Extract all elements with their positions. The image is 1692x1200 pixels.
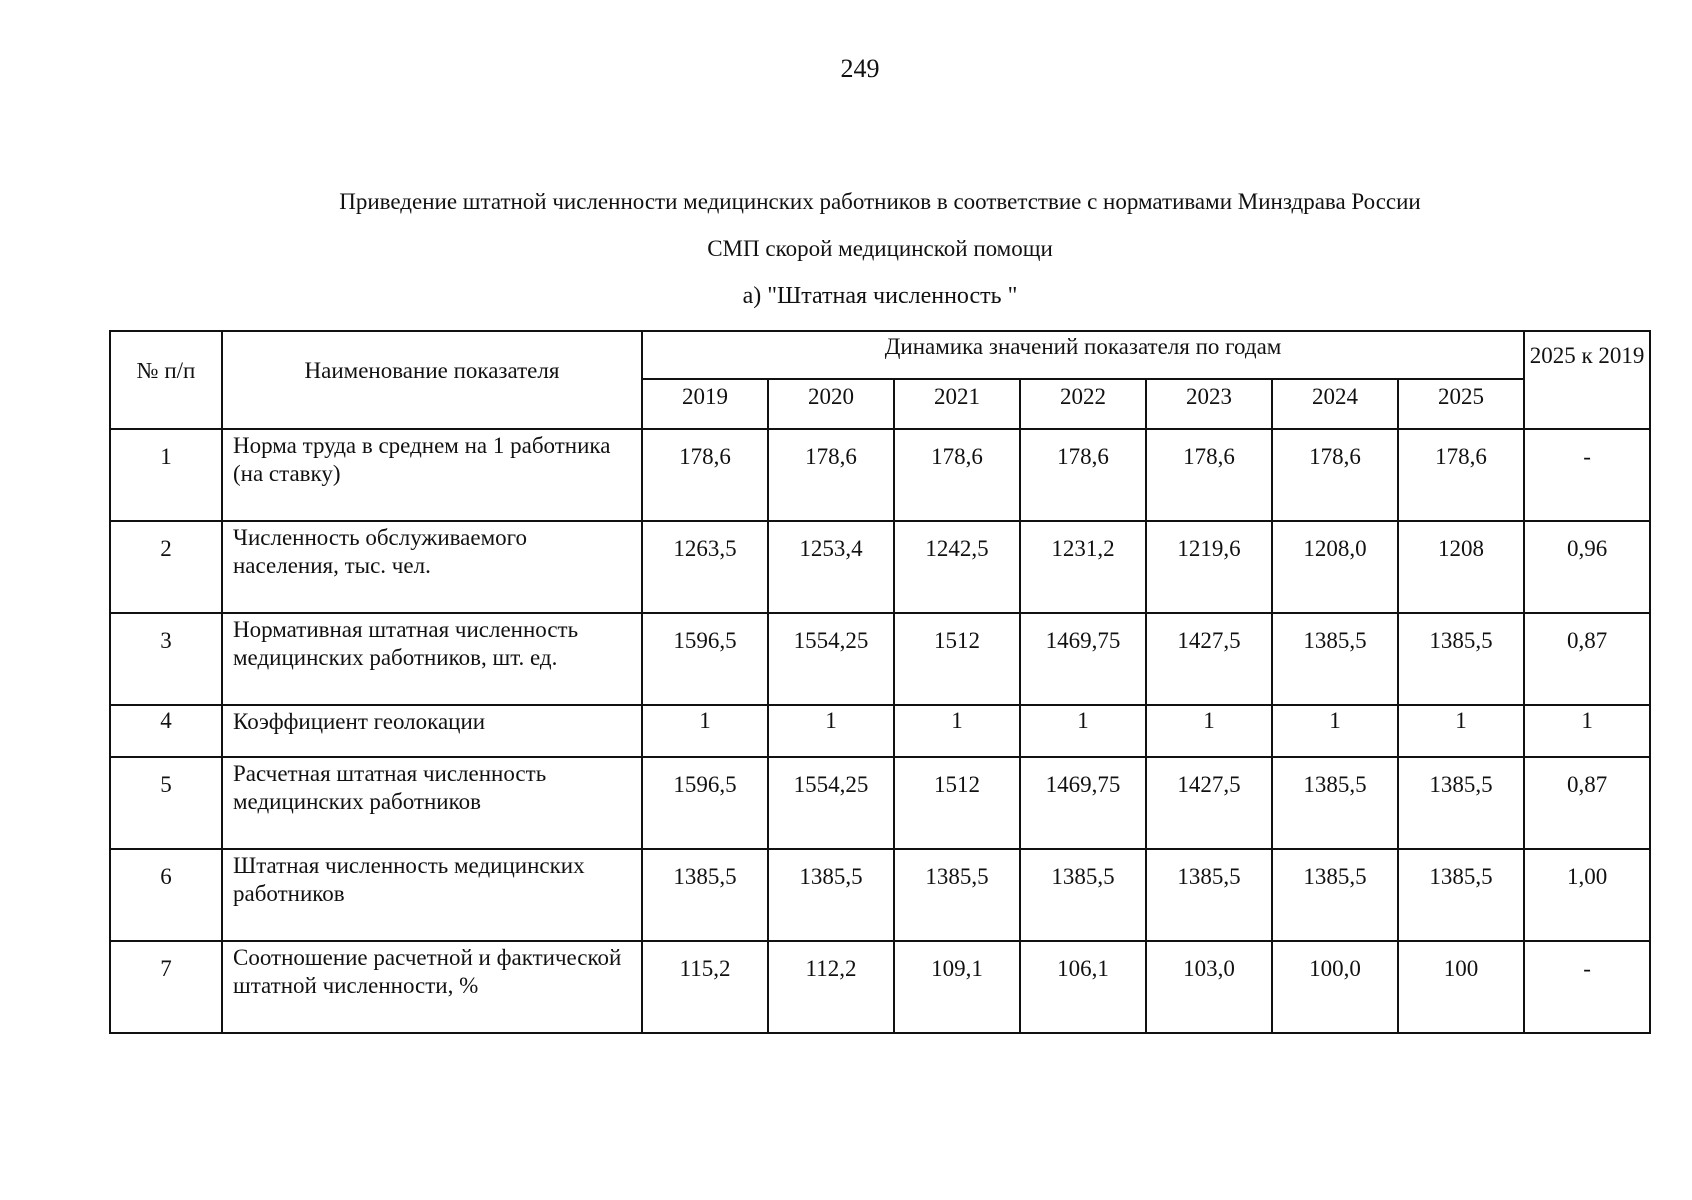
- year-value-cell: 178,6: [1020, 429, 1146, 521]
- header-ratio: 2025 к 2019: [1524, 331, 1650, 429]
- year-value-cell: 1427,5: [1146, 757, 1272, 849]
- year-value-cell: 1427,5: [1146, 613, 1272, 705]
- year-value-cell: 1596,5: [642, 757, 768, 849]
- year-value-cell: 1385,5: [1272, 613, 1398, 705]
- header-year: 2023: [1146, 379, 1272, 429]
- table-row: [110, 613, 1650, 705]
- table-row: [110, 757, 1650, 849]
- year-value-cell: 178,6: [894, 429, 1020, 521]
- year-value-cell: 100,0: [1272, 941, 1398, 1033]
- header-dynamics: Динамика значений показателя по годам: [642, 331, 1524, 379]
- year-value-cell: 1208: [1398, 521, 1524, 613]
- ratio-cell: -: [1524, 429, 1650, 521]
- year-value-cell: 1385,5: [1398, 757, 1524, 849]
- year-value-cell: 178,6: [1146, 429, 1272, 521]
- year-value-cell: 1385,5: [894, 849, 1020, 941]
- ratio-cell: 1,00: [1524, 849, 1650, 941]
- document-subtitle: СМП скорой медицинской помощи: [707, 236, 1053, 261]
- row-number: 3: [110, 613, 222, 705]
- header-year: 2024: [1272, 379, 1398, 429]
- ratio-cell: 1: [1524, 705, 1650, 757]
- year-value-cell: 1: [768, 705, 894, 757]
- page-number: 249: [840, 54, 880, 83]
- year-value-cell: 1512: [894, 757, 1020, 849]
- row-number: 5: [110, 757, 222, 849]
- year-value-cell: 1: [1146, 705, 1272, 757]
- section-title: а) "Штатная численность ": [742, 283, 1018, 309]
- year-value-cell: 1385,5: [1020, 849, 1146, 941]
- year-value-cell: 100: [1398, 941, 1524, 1033]
- indicator-name: Коэффициент геолокации: [222, 705, 642, 757]
- year-value-cell: 178,6: [1398, 429, 1524, 521]
- table-row: [110, 849, 1650, 941]
- ratio-cell: 0,87: [1524, 613, 1650, 705]
- header-row-number: № п/п: [110, 331, 222, 429]
- year-value-cell: 1554,25: [768, 757, 894, 849]
- year-value-cell: 109,1: [894, 941, 1020, 1033]
- year-value-cell: 1: [1272, 705, 1398, 757]
- row-number: 4: [110, 705, 222, 757]
- year-value-cell: 1: [1398, 705, 1524, 757]
- year-value-cell: 1: [894, 705, 1020, 757]
- year-value-cell: 1: [1020, 705, 1146, 757]
- year-value-cell: 1242,5: [894, 521, 1020, 613]
- row-number: 1: [110, 429, 222, 521]
- year-value-cell: 1231,2: [1020, 521, 1146, 613]
- indicator-name: Численность обслуживаемого населения, тыс. чел.: [222, 521, 642, 613]
- document-title: Приведение штатной численности медицинских работников в соответствие с нормативами Минздрава России: [339, 189, 1421, 214]
- year-value-cell: 1385,5: [1146, 849, 1272, 941]
- table-row: [110, 705, 1650, 757]
- year-value-cell: 1: [642, 705, 768, 757]
- indicator-name: Нормативная штатная численность медицинских работников, шт. ед.: [222, 613, 642, 705]
- year-value-cell: 1253,4: [768, 521, 894, 613]
- staffing-table: [109, 330, 1651, 1034]
- year-value-cell: 1469,75: [1020, 757, 1146, 849]
- ratio-cell: -: [1524, 941, 1650, 1033]
- year-value-cell: 178,6: [642, 429, 768, 521]
- row-number: 2: [110, 521, 222, 613]
- year-value-cell: 178,6: [768, 429, 894, 521]
- indicator-name: Штатная численность медицинских работников: [222, 849, 642, 941]
- year-value-cell: 1596,5: [642, 613, 768, 705]
- indicator-name: Норма труда в среднем на 1 работника (на ставку): [222, 429, 642, 521]
- year-value-cell: 1385,5: [1272, 757, 1398, 849]
- year-value-cell: 115,2: [642, 941, 768, 1033]
- header-year: 2021: [894, 379, 1020, 429]
- table-body: [110, 429, 1650, 1033]
- year-value-cell: 1554,25: [768, 613, 894, 705]
- year-value-cell: 1263,5: [642, 521, 768, 613]
- ratio-cell: 0,96: [1524, 521, 1650, 613]
- year-value-cell: 1208,0: [1272, 521, 1398, 613]
- year-value-cell: 112,2: [768, 941, 894, 1033]
- year-value-cell: 1385,5: [768, 849, 894, 941]
- header-year: 2022: [1020, 379, 1146, 429]
- table-row: [110, 941, 1650, 1033]
- year-value-cell: 1512: [894, 613, 1020, 705]
- year-value-cell: 1219,6: [1146, 521, 1272, 613]
- year-value-cell: 1385,5: [1272, 849, 1398, 941]
- ratio-cell: 0,87: [1524, 757, 1650, 849]
- row-number: 6: [110, 849, 222, 941]
- header-year: 2019: [642, 379, 768, 429]
- indicator-name: Соотношение расчетной и фактической штатной численности, %: [222, 941, 642, 1033]
- indicator-name: Расчетная штатная численность медицинских работников: [222, 757, 642, 849]
- year-value-cell: 106,1: [1020, 941, 1146, 1033]
- year-value-cell: 103,0: [1146, 941, 1272, 1033]
- table-row: [110, 429, 1650, 521]
- table-row: [110, 521, 1650, 613]
- year-value-cell: 1385,5: [1398, 849, 1524, 941]
- header-year: 2025: [1398, 379, 1524, 429]
- row-number: 7: [110, 941, 222, 1033]
- header-indicator-name: Наименование показателя: [222, 331, 642, 429]
- header-year: 2020: [768, 379, 894, 429]
- year-value-cell: 178,6: [1272, 429, 1398, 521]
- year-value-cell: 1385,5: [642, 849, 768, 941]
- year-value-cell: 1469,75: [1020, 613, 1146, 705]
- year-value-cell: 1385,5: [1398, 613, 1524, 705]
